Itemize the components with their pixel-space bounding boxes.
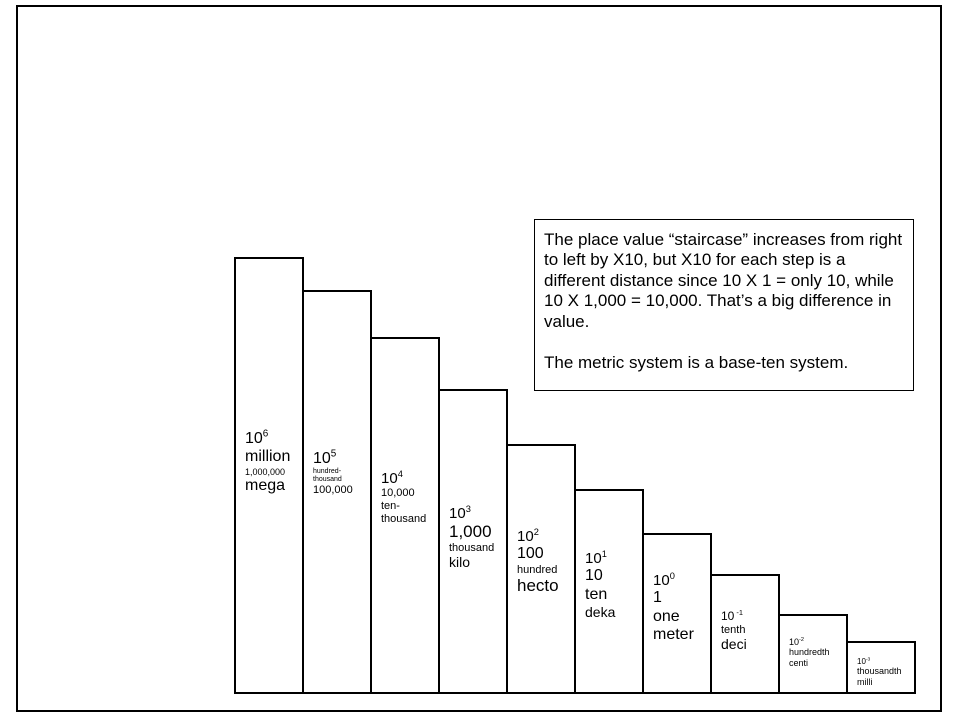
power-base: 10 bbox=[789, 637, 800, 647]
power-of-ten bbox=[721, 610, 747, 624]
power-exponent: 1 bbox=[601, 549, 607, 559]
step-label-10e4 bbox=[381, 470, 426, 525]
step-label-10e-1 bbox=[721, 610, 747, 653]
power-base: 10 bbox=[381, 470, 398, 487]
power-base: 10 bbox=[517, 528, 534, 545]
step-text-line: one bbox=[653, 607, 680, 625]
power-exponent: 2 bbox=[533, 527, 539, 537]
power-base: 10 bbox=[585, 550, 602, 567]
step-text-line: hundred- bbox=[313, 468, 342, 476]
power-of-ten bbox=[381, 470, 426, 487]
step-text-line: kilo bbox=[449, 554, 471, 571]
step-text-line: hecto bbox=[517, 576, 559, 596]
step-text-line: 100,000 bbox=[313, 484, 353, 497]
step-text-line: thousand bbox=[381, 512, 427, 525]
power-of-ten bbox=[313, 450, 353, 468]
step-text-line: mega bbox=[245, 477, 286, 495]
power-exponent: 4 bbox=[397, 469, 403, 479]
power-base: 10 bbox=[313, 450, 331, 467]
step-label-10e-3 bbox=[857, 657, 902, 687]
step-text-line: deka bbox=[585, 604, 616, 621]
step-text-line: ten bbox=[585, 585, 608, 603]
step-text-line: 1,000 bbox=[449, 522, 492, 542]
step-text-line: milli bbox=[857, 676, 873, 687]
step-text-line: centi bbox=[789, 657, 809, 668]
power-exponent: -2 bbox=[799, 637, 804, 643]
power-exponent: 5 bbox=[330, 448, 337, 460]
step-text-line: deci bbox=[721, 636, 747, 653]
power-base: 10 bbox=[245, 430, 263, 447]
power-base: 10 bbox=[653, 572, 670, 589]
power-of-ten bbox=[517, 528, 559, 545]
power-exponent: 3 bbox=[465, 504, 471, 514]
step-text-line: 10,000 bbox=[381, 487, 415, 500]
step-label-10e-2 bbox=[789, 637, 830, 668]
step-text-line: thousandth bbox=[857, 666, 902, 677]
power-of-ten bbox=[789, 637, 830, 647]
step-text-line: meter bbox=[653, 626, 694, 644]
step-text-line: million bbox=[245, 448, 291, 466]
step-label-10e0 bbox=[653, 572, 694, 644]
power-of-ten bbox=[857, 657, 902, 666]
step-text-line: 1,000,000 bbox=[245, 466, 286, 477]
step-label-10e2 bbox=[517, 528, 559, 596]
step-text-line: tenth bbox=[721, 623, 746, 636]
step-label-10e5 bbox=[313, 450, 353, 497]
step-text-line: hundred bbox=[517, 563, 558, 576]
step-text-line: 10 bbox=[585, 567, 603, 585]
note-paragraph-base-ten: The metric system is a base-ten system. bbox=[544, 352, 849, 372]
step-label-10e3 bbox=[449, 505, 494, 571]
step-text-line: 1 bbox=[653, 589, 662, 607]
power-exponent: -3 bbox=[865, 657, 871, 663]
power-of-ten bbox=[245, 430, 290, 448]
power-exponent: 0 bbox=[669, 571, 675, 581]
step-text-line: thousand bbox=[313, 476, 342, 484]
power-base: 10 bbox=[721, 609, 735, 623]
power-base: 10 bbox=[857, 657, 866, 666]
step-label-10e6 bbox=[245, 430, 290, 496]
step-label-10e1 bbox=[585, 550, 615, 620]
step-text-line: thousand bbox=[449, 541, 495, 554]
power-base: 10 bbox=[449, 505, 466, 522]
power-exponent: 6 bbox=[262, 428, 269, 440]
power-of-ten bbox=[585, 550, 615, 567]
note-paragraph-staircase: The place value “staircase” increases from right to left by X10, but X10 for each step is a different distance since 10 X 1 = only 10, while 10 X 1,000 = 10,000. That’s a big difference in value. bbox=[544, 230, 903, 331]
step-text-line: 100 bbox=[517, 545, 544, 563]
power-of-ten bbox=[449, 505, 494, 522]
step-text-line: hundredth bbox=[789, 647, 830, 658]
power-of-ten bbox=[653, 572, 694, 589]
power-exponent: -1 bbox=[734, 608, 744, 617]
step-text-line: ten- bbox=[381, 499, 400, 512]
explanation-note bbox=[534, 219, 914, 391]
